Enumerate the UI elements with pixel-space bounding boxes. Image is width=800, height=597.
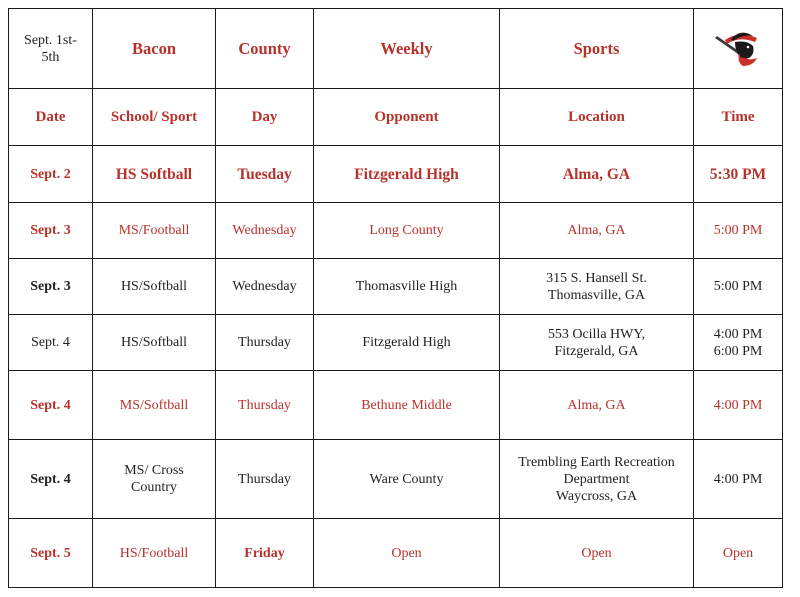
column-header-day: Day	[216, 89, 314, 146]
row-sport: MS/ Cross Country	[93, 440, 216, 519]
column-header-row	[9, 89, 783, 146]
table-row	[9, 315, 783, 371]
row-location: 553 Ocilla HWY, Fitzgerald, GA	[500, 315, 694, 371]
week-dates: Sept. 1st- 5th	[9, 9, 93, 89]
row-time: Open	[694, 519, 783, 588]
row-location: 315 S. Hansell St. Thomasville, GA	[500, 259, 694, 315]
row-location: Open	[500, 519, 694, 588]
row-date: Sept. 2	[9, 146, 93, 203]
row-day: Friday	[216, 519, 314, 588]
table-row	[9, 440, 783, 519]
title-word-sports: Sports	[500, 9, 694, 89]
row-location: Trembling Earth Recreation Department Waycross, GA	[500, 440, 694, 519]
row-opponent: Long County	[314, 203, 500, 259]
column-header-date: Date	[9, 89, 93, 146]
column-header-time: Time	[694, 89, 783, 146]
row-time: 4:00 PM	[694, 440, 783, 519]
row-sport: MS/Football	[93, 203, 216, 259]
row-sport: MS/Softball	[93, 371, 216, 440]
weekly-sports-schedule-table	[8, 8, 783, 588]
row-opponent: Bethune Middle	[314, 371, 500, 440]
row-location: Alma, GA	[500, 146, 694, 203]
title-word-weekly: Weekly	[314, 9, 500, 89]
title-word-bacon: Bacon	[93, 9, 216, 89]
row-date: Sept. 4	[9, 315, 93, 371]
row-sport: HS Softball	[93, 146, 216, 203]
row-date: Sept. 3	[9, 259, 93, 315]
row-day: Thursday	[216, 315, 314, 371]
row-time: 5:30 PM	[694, 146, 783, 203]
table-row	[9, 519, 783, 588]
row-day: Thursday	[216, 440, 314, 519]
column-header-location: Location	[500, 89, 694, 146]
row-sport: HS/Football	[93, 519, 216, 588]
schedule-wrapper	[8, 8, 783, 588]
row-time: 4:00 PM 6:00 PM	[694, 315, 783, 371]
table-row	[9, 371, 783, 440]
table-row	[9, 259, 783, 315]
row-location: Alma, GA	[500, 203, 694, 259]
row-day: Tuesday	[216, 146, 314, 203]
row-sport: HS/Softball	[93, 259, 216, 315]
row-date: Sept. 3	[9, 203, 93, 259]
column-header-sport: School/ Sport	[93, 89, 216, 146]
row-day: Wednesday	[216, 203, 314, 259]
row-time: 4:00 PM	[694, 371, 783, 440]
row-date: Sept. 4	[9, 440, 93, 519]
row-opponent: Fitzgerald High	[314, 315, 500, 371]
title-row	[9, 9, 783, 89]
row-sport: HS/Softball	[93, 315, 216, 371]
row-opponent: Ware County	[314, 440, 500, 519]
row-day: Wednesday	[216, 259, 314, 315]
row-time: 5:00 PM	[694, 203, 783, 259]
logo-cell	[694, 9, 783, 89]
pirate-mascot-icon	[713, 28, 763, 70]
row-location: Alma, GA	[500, 371, 694, 440]
row-time: 5:00 PM	[694, 259, 783, 315]
row-day: Thursday	[216, 371, 314, 440]
column-header-opponent: Opponent	[314, 89, 500, 146]
table-row	[9, 146, 783, 203]
row-date: Sept. 4	[9, 371, 93, 440]
row-date: Sept. 5	[9, 519, 93, 588]
row-opponent: Thomasville High	[314, 259, 500, 315]
row-opponent: Open	[314, 519, 500, 588]
table-row	[9, 203, 783, 259]
title-word-county: County	[216, 9, 314, 89]
row-opponent: Fitzgerald High	[314, 146, 500, 203]
